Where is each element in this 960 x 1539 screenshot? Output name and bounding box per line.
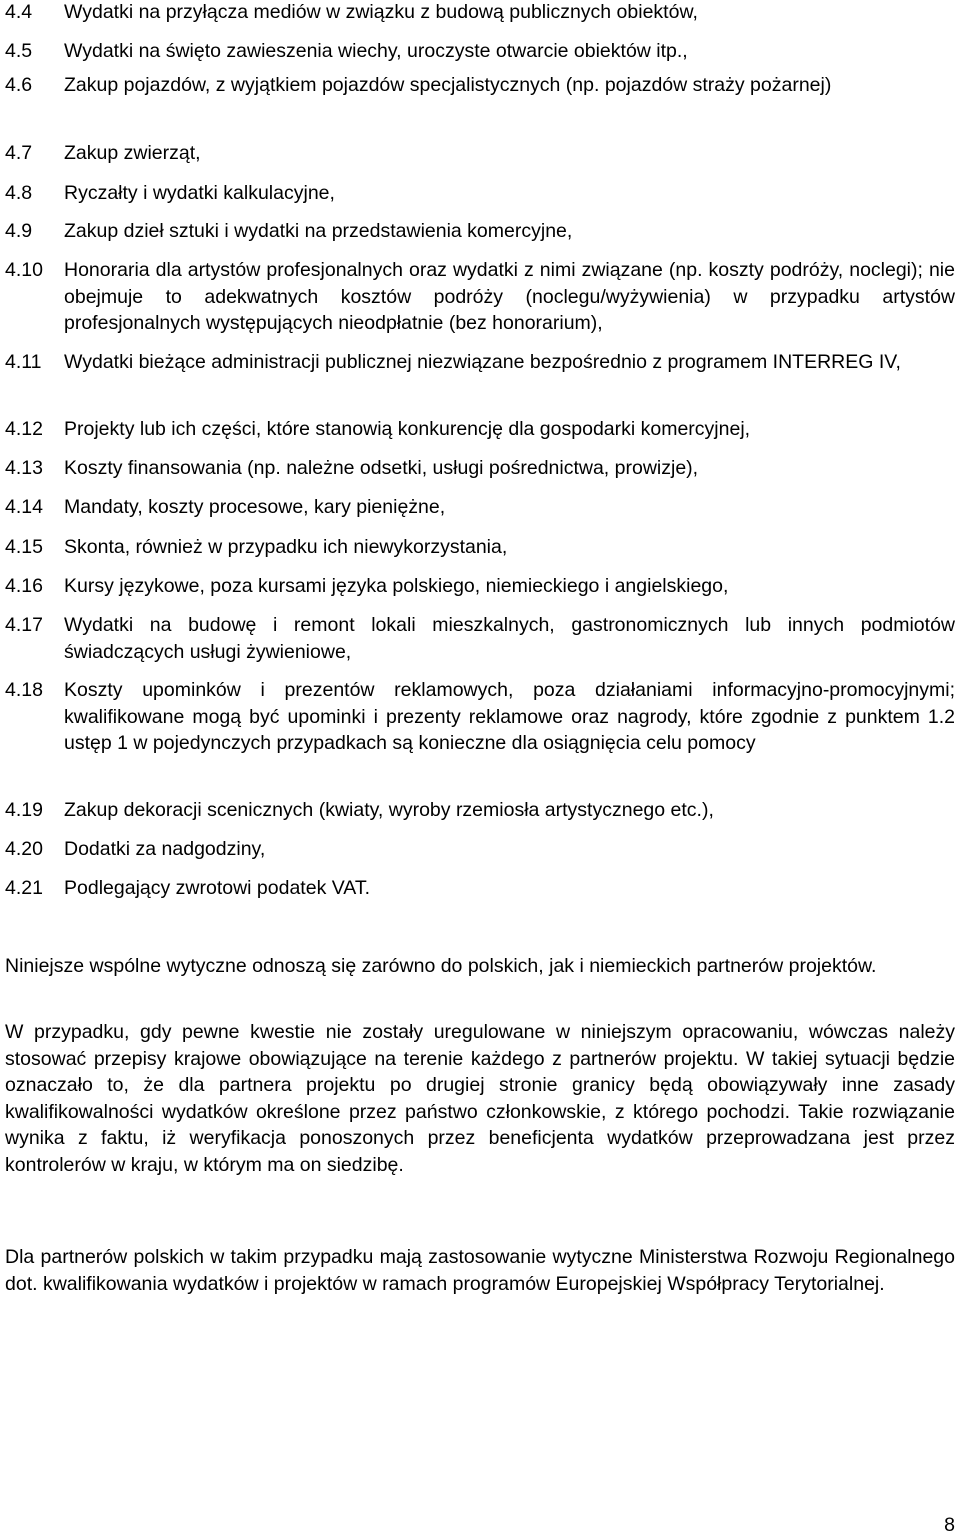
item-number: 4.11 bbox=[5, 351, 42, 373]
list-item bbox=[5, 797, 955, 824]
item-number: 4.7 bbox=[5, 142, 33, 164]
item-number: 4.21 bbox=[5, 877, 43, 899]
item-number: 4.15 bbox=[5, 536, 43, 558]
list-item bbox=[5, 180, 955, 207]
item-number: 4.10 bbox=[5, 259, 43, 281]
item-text: Koszty upominków i prezentów reklamowych, poza działaniami informacyjno-promocyjnymi; kwalifikowane mogą być upominki i prezenty reklamowe oraz nagrody, które zgodnie z punktem 1.2 ustęp 1 w pojedynczych przypadkach są konieczne dla osiągnięcia celu pomocy bbox=[64, 679, 955, 754]
item-text: Zakup zwierząt, bbox=[64, 142, 201, 164]
item-text: Mandaty, koszty procesowe, kary pieniężne, bbox=[64, 496, 446, 518]
item-number: 4.19 bbox=[5, 799, 43, 821]
item-text: Zakup pojazdów, z wyjątkiem pojazdów specjalistycznych (np. pojazdów straży pożarnej) bbox=[64, 74, 832, 96]
item-text: Koszty finansowania (np. należne odsetki, usługi pośrednictwa, prowizje), bbox=[64, 457, 699, 479]
list-item bbox=[5, 875, 955, 902]
item-text: Podlegający zwrotowi podatek VAT. bbox=[64, 877, 371, 899]
list-item bbox=[5, 218, 955, 245]
list-item bbox=[5, 573, 955, 600]
list-item bbox=[5, 677, 955, 757]
list-item bbox=[5, 140, 955, 167]
list-item bbox=[5, 534, 955, 561]
item-number: 4.4 bbox=[5, 1, 33, 23]
item-number: 4.18 bbox=[5, 679, 43, 701]
item-text: Zakup dekoracji scenicznych (kwiaty, wyroby rzemiosła artystycznego etc.), bbox=[64, 799, 714, 821]
item-text: Kursy językowe, poza kursami języka polskiego, niemieckiego i angielskiego, bbox=[64, 575, 729, 597]
list-item bbox=[5, 612, 955, 665]
item-number: 4.16 bbox=[5, 575, 43, 597]
item-text: Wydatki na przyłącza mediów w związku z budową publicznych obiektów, bbox=[64, 1, 698, 23]
item-text: Wydatki na budowę i remont lokali mieszkalnych, gastronomicznych lub innych podmiotów świadczących usługi żywieniowe, bbox=[64, 614, 955, 663]
list-item bbox=[5, 494, 955, 521]
list-item bbox=[5, 416, 955, 443]
item-text: Wydatki na święto zawieszenia wiechy, uroczyste otwarcie obiektów itp., bbox=[64, 40, 688, 62]
list-item bbox=[5, 836, 955, 863]
item-number: 4.12 bbox=[5, 418, 43, 440]
item-number: 4.5 bbox=[5, 40, 33, 62]
list-item bbox=[5, 72, 955, 99]
body-paragraph: W przypadku, gdy pewne kwestie nie zostały uregulowane w niniejszym opracowaniu, wówczas należy stosować przepisy krajowe obowiązujące na terenie każdego z partnerów projektu. W takiej sytuacji będzie oznaczało to, że dla partnera projektu po drugiej stronie granicy będą obowiązywały inne zasady kwalifikowalności wydatków określone przez państwo członkowskie, z którego pochodzi. Takie rozwiązanie wynika z faktu, iż weryfikacja ponoszonych przez beneficjenta wydatków przeprowadzana jest przez kontrolerów w kraju, w którym ma on siedzibę. bbox=[5, 1021, 955, 1176]
list-item bbox=[5, 0, 955, 26]
item-text: Dodatki za nadgodziny, bbox=[64, 838, 266, 860]
item-number: 4.17 bbox=[5, 614, 43, 636]
item-number: 4.13 bbox=[5, 457, 43, 479]
item-text: Wydatki bieżące administracji publicznej niezwiązane bezpośrednio z programem INTERREG IV, bbox=[64, 351, 901, 373]
item-number: 4.20 bbox=[5, 838, 43, 860]
item-number: 4.6 bbox=[5, 74, 33, 96]
item-text: Skonta, również w przypadku ich niewykorzystania, bbox=[64, 536, 508, 558]
body-paragraph: Niniejsze wspólne wytyczne odnoszą się zarówno do polskich, jak i niemieckich partnerów projektów. bbox=[5, 955, 877, 977]
body-paragraph: Dla partnerów polskich w takim przypadku mają zastosowanie wytyczne Ministerstwa Rozwoju Regionalnego dot. kwalifikowania wydatków i projektów w ramach programów Europejskiej Współpracy Terytorialnej. bbox=[5, 1246, 955, 1295]
item-number: 4.8 bbox=[5, 182, 33, 204]
item-text: Ryczałty i wydatki kalkulacyjne, bbox=[64, 182, 335, 204]
page-number: 8 bbox=[944, 1514, 955, 1536]
item-text: Zakup dzieł sztuki i wydatki na przedstawienia komercyjne, bbox=[64, 220, 573, 242]
list-item bbox=[5, 349, 955, 376]
list-item bbox=[5, 38, 955, 65]
item-text: Honoraria dla artystów profesjonalnych oraz wydatki z nimi związane (np. koszty podróży, noclegi); nie obejmuje to adekwatnych kosztów podróży (noclegu/wyżywienia) w przypadku artystów profesjonalnych występujących nieodpłatnie (bez honorarium), bbox=[64, 259, 955, 334]
item-text: Projekty lub ich części, które stanowią konkurencję dla gospodarki komercyjnej, bbox=[64, 418, 751, 440]
item-number: 4.9 bbox=[5, 220, 33, 242]
list-item bbox=[5, 257, 955, 337]
list-item bbox=[5, 455, 955, 482]
item-number: 4.14 bbox=[5, 496, 43, 518]
